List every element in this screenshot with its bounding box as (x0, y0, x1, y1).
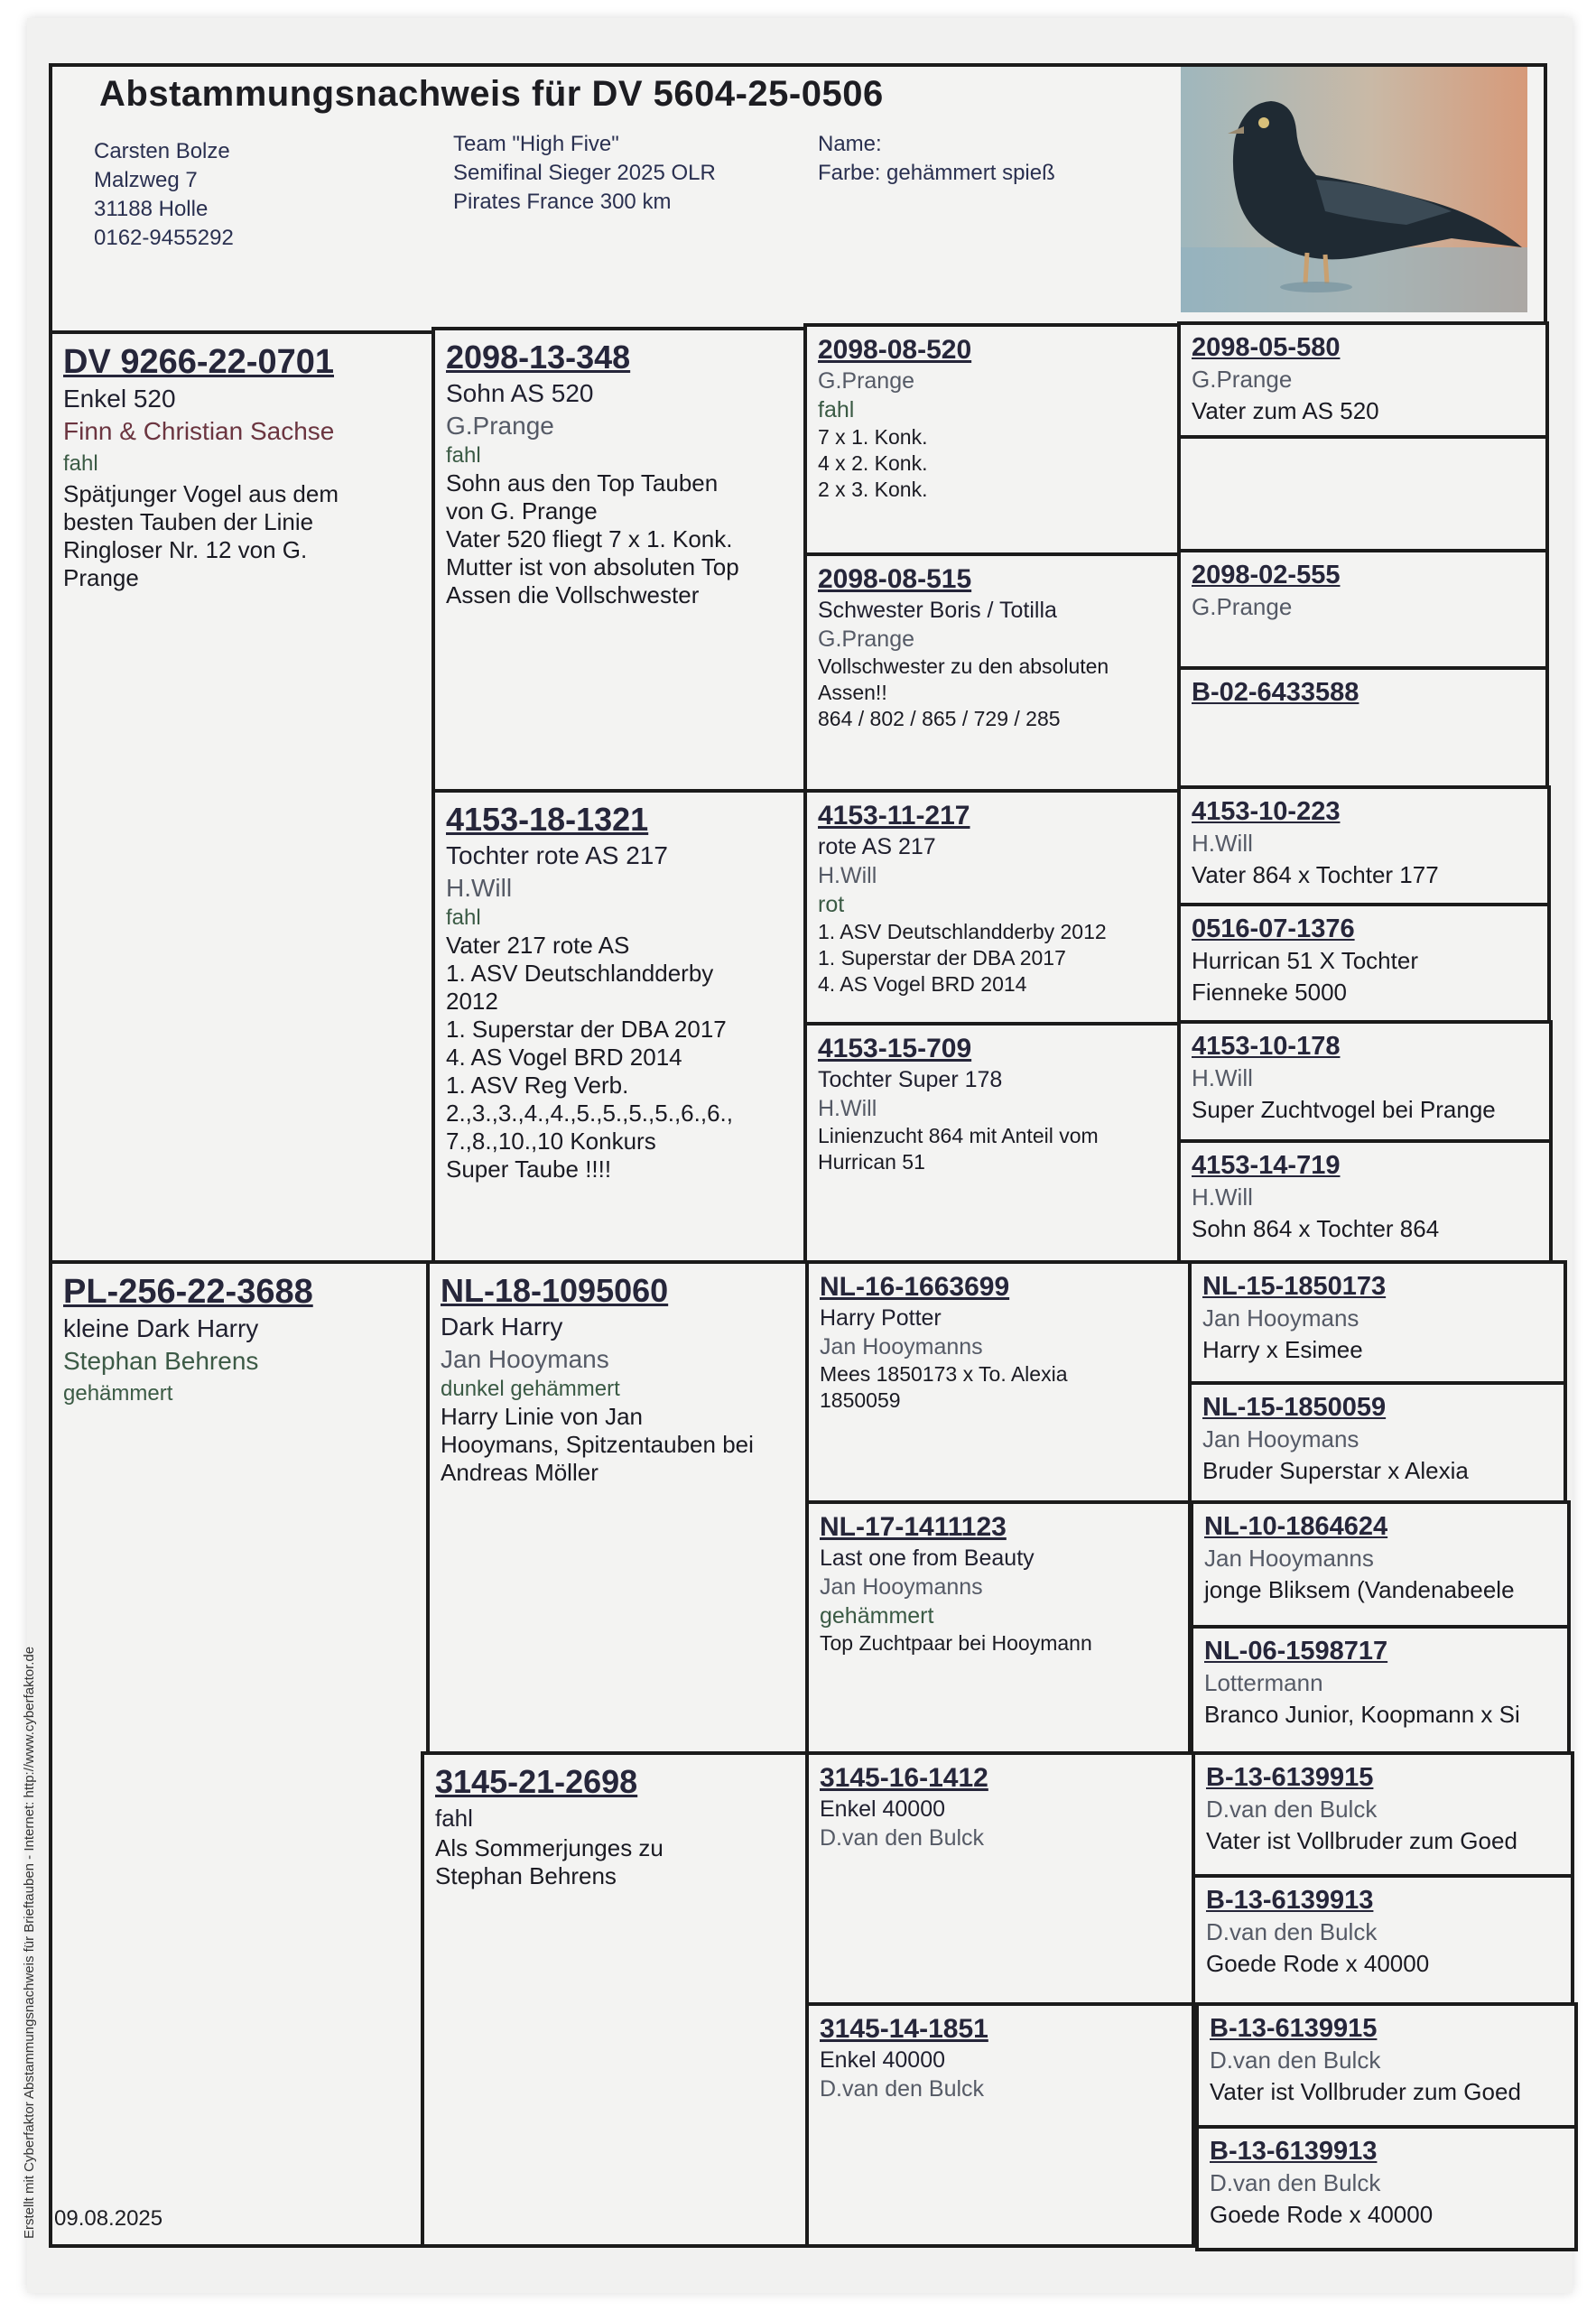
description-line: 4. AS Vogel BRD 2014 (818, 972, 1027, 996)
description-line: 2.,3.,3.,4.,4.,5.,5.,5.,5.,6.,6., (446, 1100, 733, 1127)
breeder: D.van den Bulck (1210, 2046, 1381, 2074)
sire-dam-cell (431, 789, 807, 1264)
description-line: Sohn aus den Top Tauben (446, 469, 719, 497)
achievement-line: Semifinal Sieger 2025 OLR (453, 161, 716, 185)
ring-number: 4153-10-178 (1192, 1032, 1341, 1061)
ring-number: 3145-16-1412 (820, 1763, 988, 1793)
description-line: 1850059 (820, 1388, 901, 1412)
software-credit: Erstellt mit Cyberfaktor Abstammungsnachweis für Brieftauben - Internet: http://www.cyberfaktor.de (22, 1646, 37, 2239)
breeder: H.Will (818, 1096, 877, 1121)
pigeon-name: Enkel 520 (63, 385, 176, 413)
description-line: Als Sommerjunges zu (435, 1834, 663, 1861)
g4-cell (1195, 2002, 1578, 2129)
breeder: D.van den Bulck (1206, 1796, 1378, 1823)
description-line: Linienzucht 864 mit Anteil vom (818, 1124, 1099, 1147)
breeder: D.van den Bulck (1206, 1918, 1378, 1945)
pigeon-photo (1181, 67, 1527, 312)
page-title: Abstammungsnachweis für DV 5604-25-0506 (99, 74, 884, 114)
color-label: Farbe: gehämmert spieß (818, 161, 1055, 185)
achievement-line: Team "High Five" (453, 132, 619, 156)
g4-cell (1195, 2125, 1578, 2251)
pigeon-name: kleine Dark Harry (63, 1314, 259, 1342)
description-line: Vater 217 rote AS (446, 932, 630, 959)
breeder: G.Prange (1192, 593, 1293, 620)
ring-number: B-13-6139913 (1210, 2137, 1378, 2166)
feather-color: dunkel gehämmert (441, 1377, 620, 1401)
description-line: Hooymans, Spitzentauben bei (441, 1431, 754, 1458)
achievement-line: Pirates France 300 km (453, 190, 672, 214)
description-line: Vater 864 x Tochter 177 (1192, 861, 1439, 888)
ring-number: NL-17-1411123 (820, 1512, 1007, 1542)
pigeon-name: Tochter rote AS 217 (446, 841, 668, 869)
dam-dam-cell (421, 1751, 809, 2248)
owner-street: Malzweg 7 (94, 168, 198, 192)
ss-dam-cell (803, 552, 1181, 793)
description-line: Ringloser Nr. 12 von G. (63, 536, 308, 563)
feather-color: gehämmert (63, 1381, 173, 1406)
breeder: Jan Hooymans (1202, 1425, 1359, 1452)
ring-number: B-13-6139913 (1206, 1886, 1374, 1915)
feather-color: fahl (818, 397, 855, 422)
owner-name: Carsten Bolze (94, 139, 230, 163)
description-line: Andreas Möller (441, 1459, 598, 1486)
breeder: G.Prange (818, 626, 915, 652)
description-line: Vater 520 fliegt 7 x 1. Konk. (446, 525, 733, 552)
ring-number: NL-06-1598717 (1204, 1637, 1388, 1666)
description-line: Vater zum AS 520 (1192, 397, 1379, 424)
g4-cell (1192, 1874, 1574, 2006)
breeder: Jan Hooymanns (1204, 1545, 1374, 1572)
ring-number: NL-10-1864624 (1204, 1512, 1388, 1541)
ds-dam-cell (805, 1500, 1192, 1755)
ring-number: NL-15-1850173 (1202, 1272, 1387, 1301)
ring-number: 2098-08-515 (818, 564, 972, 594)
ring-number: 2098-02-555 (1192, 561, 1341, 589)
g4-cell (1190, 1500, 1571, 1629)
ring-number: 4153-18-1321 (446, 801, 649, 838)
g4-cell (1177, 903, 1551, 1024)
description-line: Top Zuchtpaar bei Hooymann (820, 1631, 1092, 1655)
dam-sire-cell (426, 1260, 809, 1755)
description-line: besten Tauben der Linie (63, 508, 314, 535)
description-line: 1. ASV Deutschlandderby (446, 960, 714, 987)
sire-cell (49, 330, 435, 1264)
name-label: Name: (818, 132, 882, 156)
ds-sire-cell (805, 1260, 1192, 1504)
ring-number: NL-16-1663699 (820, 1272, 1010, 1302)
breeder: D.van den Bulck (820, 1825, 985, 1851)
breeder: H.Will (1192, 830, 1253, 857)
breeder: G.Prange (1192, 366, 1293, 393)
pigeon-name: Schwester Boris / Totilla (818, 598, 1057, 623)
pigeon-name: rote AS 217 (818, 834, 936, 859)
ring-number: B-02-6433588 (1192, 678, 1359, 707)
dd-sire-cell (805, 1751, 1195, 2006)
feather-color: fahl (63, 451, 98, 476)
description-line: Goede Rode x 40000 (1206, 1950, 1430, 1977)
ring-number: 4153-15-709 (818, 1034, 972, 1063)
ring-number: NL-15-1850059 (1202, 1393, 1387, 1422)
description-line: Branco Junior, Koopmann x Si (1204, 1701, 1520, 1728)
description-line: Mutter ist von absoluten Top (446, 553, 739, 580)
breeder: Jan Hooymanns (820, 1574, 983, 1600)
sd-dam-cell (803, 1022, 1181, 1264)
g4-cell (1190, 1625, 1571, 1755)
description-line: von G. Prange (446, 497, 598, 524)
ring-number: 3145-21-2698 (435, 1763, 638, 1800)
description-line: jonge Bliksem (Vandenabeele (1204, 1576, 1515, 1603)
breeder: Jan Hooymans (441, 1345, 609, 1373)
breeder: Lottermann (1204, 1669, 1323, 1696)
owner-phone: 0162-9455292 (94, 226, 234, 250)
breeder: H.Will (1192, 1064, 1253, 1091)
pigeon-name: Tochter Super 178 (818, 1067, 1003, 1092)
description-line: 1. ASV Deutschlandderby 2012 (818, 920, 1107, 943)
ring-number: 0516-07-1376 (1192, 914, 1355, 943)
ring-number: 2098-05-580 (1192, 333, 1341, 362)
g4-cell (1177, 785, 1551, 906)
feather-color: rot (818, 892, 845, 917)
feather-color: fahl (446, 905, 481, 930)
description-line: Assen!! (818, 681, 887, 704)
description-line: Goede Rode x 40000 (1210, 2201, 1434, 2228)
pigeon-info-block (818, 130, 1055, 188)
description-line: 864 / 802 / 865 / 729 / 285 (818, 707, 1061, 730)
achievements-block (453, 130, 716, 217)
description-line: Assen die Vollschwester (446, 581, 700, 608)
ring-number: B-13-6139915 (1210, 2014, 1378, 2043)
description-line: Vater ist Vollbruder zum Goed (1210, 2078, 1521, 2105)
breeder: D.van den Bulck (1210, 2169, 1381, 2196)
ring-number: 2098-08-520 (818, 335, 972, 365)
description-line: 4 x 2. Konk. (818, 451, 928, 475)
description-line: Stephan Behrens (435, 1862, 617, 1889)
feather-color: gehämmert (820, 1603, 934, 1629)
pigeon-name: Dark Harry (441, 1313, 563, 1341)
ring-number: 4153-14-719 (1192, 1151, 1341, 1180)
breeder: Jan Hooymanns (820, 1334, 983, 1360)
description-line: Super Zuchtvogel bei Prange (1192, 1096, 1496, 1123)
breeder: Jan Hooymans (1202, 1304, 1359, 1332)
pigeon-name: Harry Potter (820, 1305, 942, 1331)
owner-city: 31188 Holle (94, 197, 209, 221)
ring-number: 2098-13-348 (446, 339, 631, 376)
feather-color: fahl (446, 443, 481, 468)
g4-cell (1177, 549, 1549, 670)
description-line: 2 x 3. Konk. (818, 478, 928, 501)
ring-number: DV 9266-22-0701 (63, 343, 334, 381)
breeder: H.Will (818, 863, 877, 888)
description-line: Vollschwester zu den absoluten (818, 654, 1109, 678)
description-line: 7.,8.,10.,10 Konkurs (446, 1128, 656, 1155)
pigeon-name: Enkel 40000 (820, 2047, 946, 2073)
g4-cell (1177, 666, 1549, 789)
g4-cell (1188, 1381, 1567, 1504)
description-line: Spätjunger Vogel aus dem (63, 480, 339, 507)
feather-color: fahl (435, 1805, 473, 1832)
description-line: Fienneke 5000 (1192, 979, 1348, 1006)
breeder: Finn & Christian Sachse (63, 417, 335, 445)
print-date: 09.08.2025 (54, 2206, 163, 2231)
g4-cell (1177, 1020, 1553, 1143)
pigeon-name: Enkel 40000 (820, 1796, 946, 1822)
ring-number: 3145-14-1851 (820, 2014, 988, 2044)
description-line: 1. Superstar der DBA 2017 (446, 1016, 727, 1043)
breeder: H.Will (1192, 1183, 1253, 1211)
sire-sire-cell (431, 327, 807, 793)
breeder: G.Prange (446, 412, 554, 440)
description-line: Harry Linie von Jan (441, 1403, 643, 1430)
description-line: Vater ist Vollbruder zum Goed (1206, 1827, 1517, 1854)
description-line: Bruder Superstar x Alexia (1202, 1457, 1469, 1484)
breeder: H.Will (446, 874, 513, 902)
description-line: 1. ASV Reg Verb. (446, 1072, 629, 1099)
g4-cell (1177, 321, 1549, 439)
description-line: Harry x Esimee (1202, 1336, 1363, 1363)
description-line: 1. Superstar der DBA 2017 (818, 946, 1066, 970)
dam-cell (49, 1260, 435, 2248)
description-line: Mees 1850173 x To. Alexia (820, 1362, 1068, 1386)
description-line: Sohn 864 x Tochter 864 (1192, 1215, 1440, 1242)
ring-number: 4153-10-223 (1192, 797, 1341, 826)
description-line: Hurrican 51 X Tochter (1192, 947, 1418, 974)
ss-sire-cell (803, 323, 1181, 556)
sd-sire-cell (803, 789, 1181, 1026)
pigeon-name: Sohn AS 520 (446, 379, 594, 407)
dd-dam-cell (805, 2002, 1195, 2248)
description-line: 2012 (446, 988, 498, 1015)
owner-block (94, 137, 234, 253)
description-line: 4. AS Vogel BRD 2014 (446, 1044, 682, 1071)
ring-number: 4153-11-217 (818, 801, 970, 831)
description-line: Hurrican 51 (818, 1150, 925, 1174)
description-line: Prange (63, 564, 139, 591)
g4-cell (1177, 435, 1549, 552)
breeder: G.Prange (818, 368, 915, 394)
g4-cell (1188, 1260, 1567, 1385)
description-line: 7 x 1. Konk. (818, 425, 928, 449)
g4-cell (1192, 1751, 1574, 1878)
description-line: Super Taube !!!! (446, 1156, 612, 1183)
ring-number: B-13-6139915 (1206, 1763, 1374, 1792)
ring-number: PL-256-22-3688 (63, 1273, 313, 1311)
g4-cell (1177, 1139, 1553, 1264)
pigeon-name: Last one from Beauty (820, 1545, 1035, 1571)
breeder: Stephan Behrens (63, 1347, 259, 1375)
ring-number: NL-18-1095060 (441, 1272, 669, 1309)
breeder: D.van den Bulck (820, 2076, 985, 2102)
